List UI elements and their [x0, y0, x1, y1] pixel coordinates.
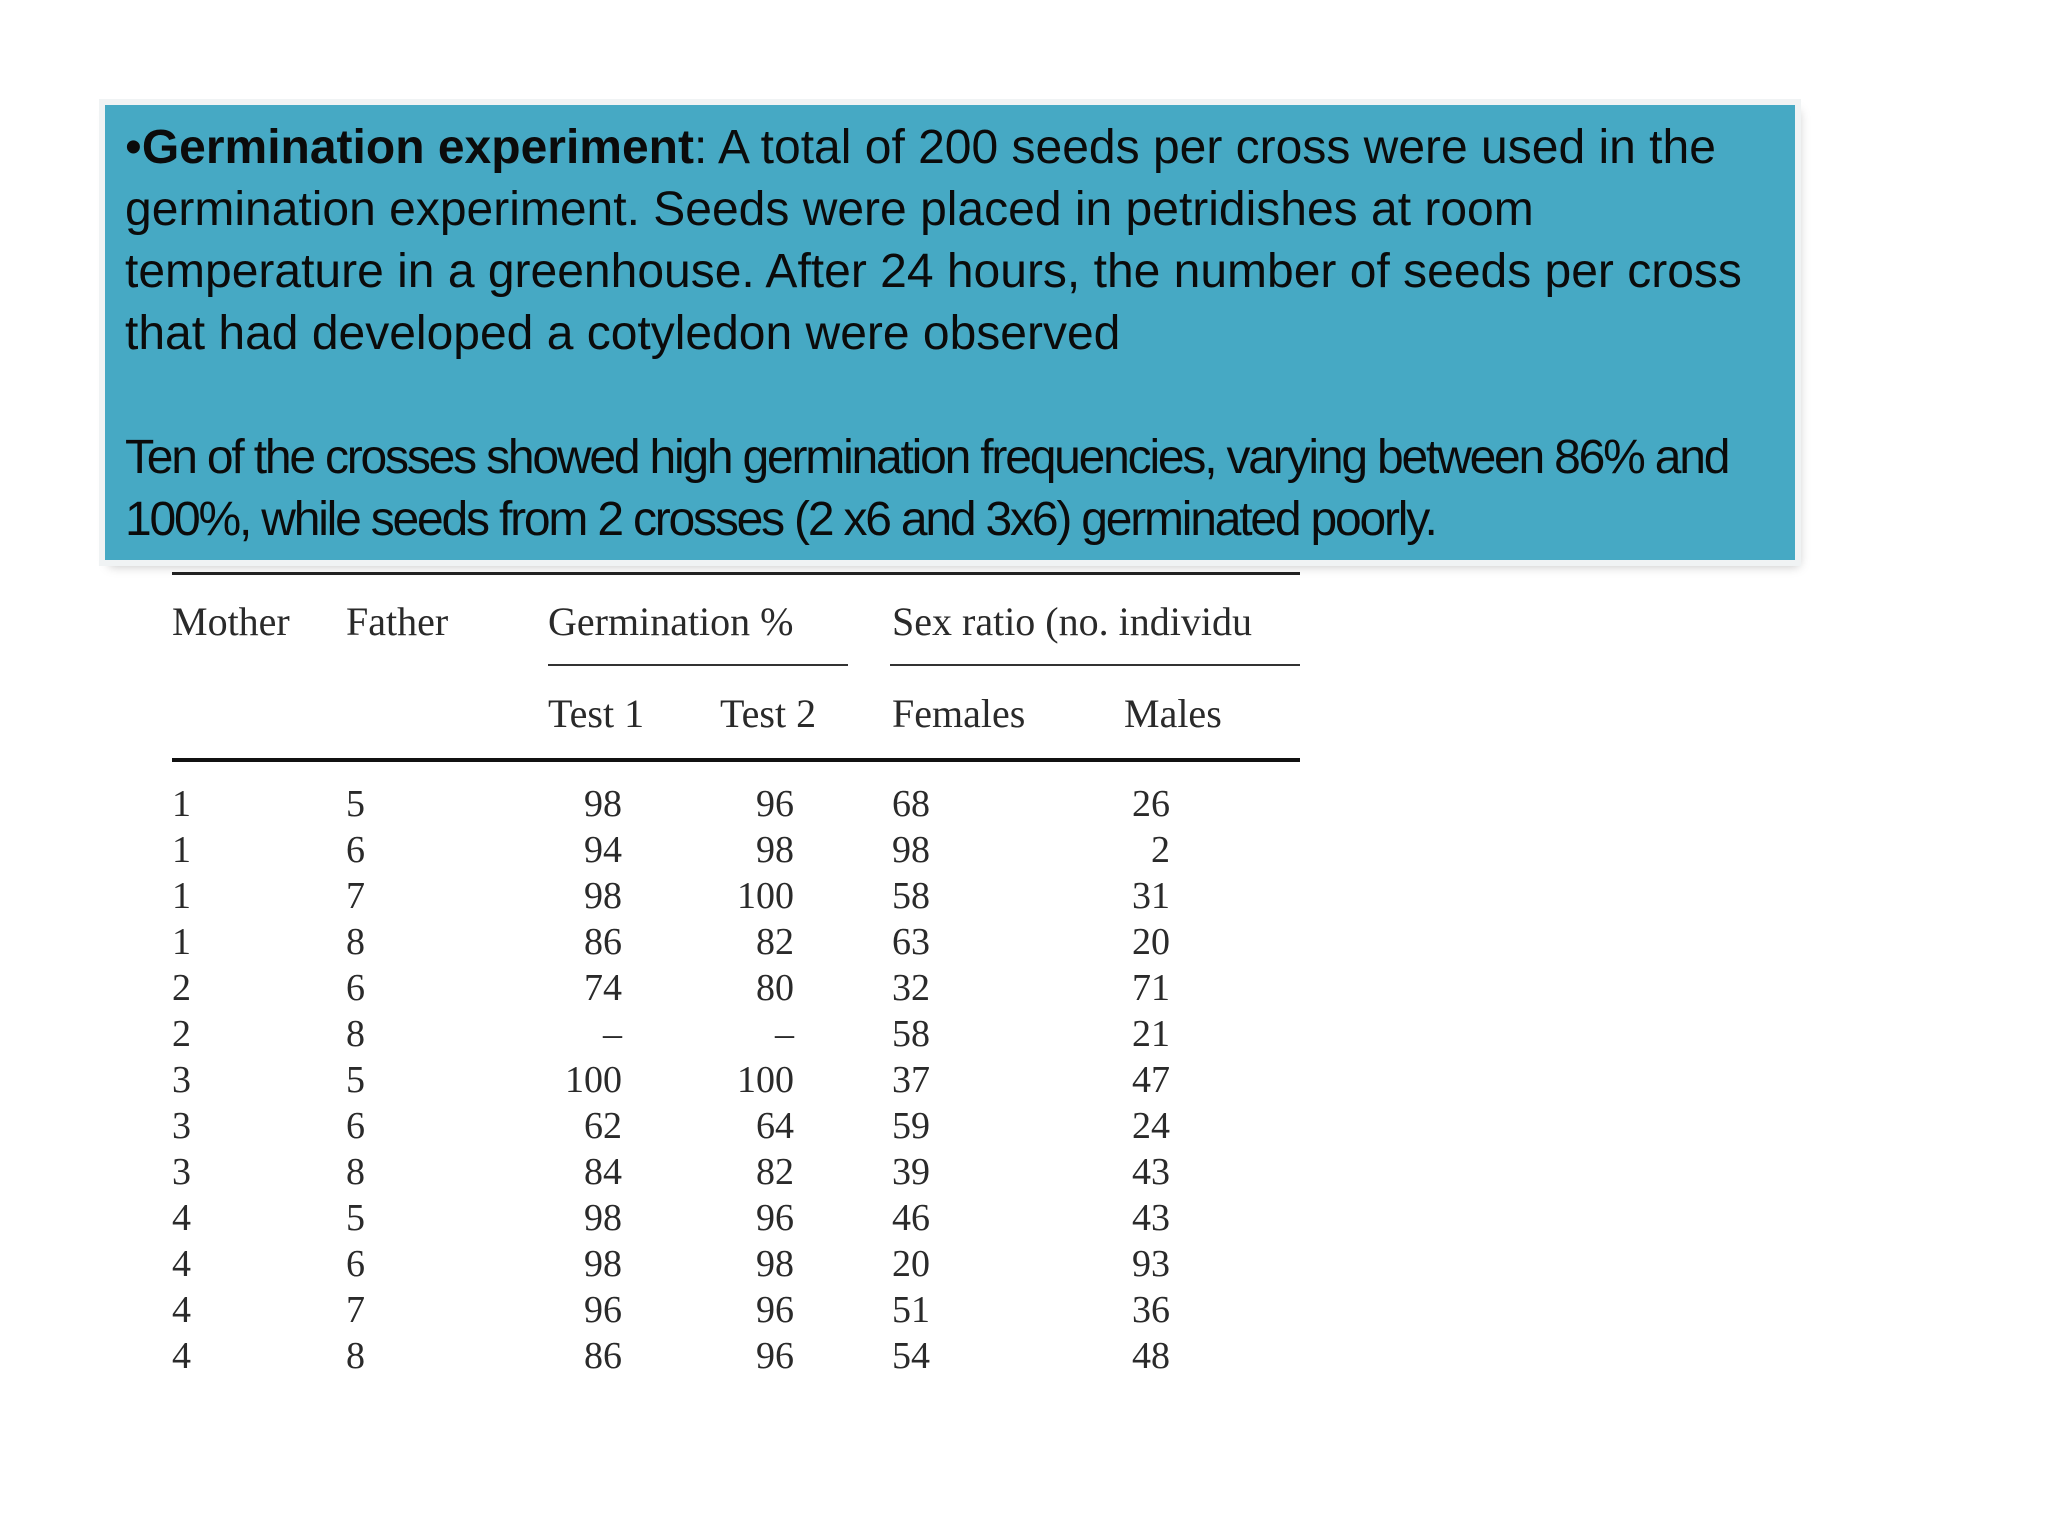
header-father: Father [346, 599, 449, 644]
header-mother: Mother [172, 599, 290, 644]
males-cell: 93 [1132, 1243, 1170, 1285]
mother-cell: 1 [172, 829, 191, 871]
mother-cell: 3 [172, 1059, 191, 1101]
test1-cell: 98 [584, 1197, 622, 1239]
bullet: • [125, 121, 142, 174]
test2-cell: 80 [756, 967, 794, 1009]
mother-cell: 4 [172, 1289, 191, 1331]
males-cell: 2 [1151, 829, 1170, 871]
test2-cell: 96 [756, 1335, 794, 1377]
males-cell: 36 [1132, 1289, 1170, 1331]
mother-cell: 4 [172, 1243, 191, 1285]
test2-cell: 100 [737, 875, 794, 917]
mother-cell: 2 [172, 1013, 191, 1055]
females-cell: 51 [892, 1289, 930, 1331]
females-cell: 59 [892, 1105, 930, 1147]
males-cell: 47 [1132, 1059, 1170, 1101]
test2-cell: 96 [756, 783, 794, 825]
test2-cell: 100 [737, 1059, 794, 1101]
females-cell: 32 [892, 967, 930, 1009]
males-cell: 21 [1132, 1013, 1170, 1055]
test1-cell: 94 [584, 829, 622, 871]
table-header-rule [172, 758, 1300, 762]
test2-cell: 98 [756, 829, 794, 871]
father-cell: 6 [346, 1105, 365, 1147]
test2-cell: 82 [756, 1151, 794, 1193]
mother-cell: 3 [172, 1105, 191, 1147]
father-cell: 8 [346, 1335, 365, 1377]
test2-cell: 82 [756, 921, 794, 963]
mother-cell: 1 [172, 875, 191, 917]
females-cell: 54 [892, 1335, 930, 1377]
test1-cell: 96 [584, 1289, 622, 1331]
description-textbox [105, 105, 1795, 560]
test2-cell: 98 [756, 1243, 794, 1285]
test1-cell: – [603, 1013, 622, 1055]
test1-cell: 98 [584, 1243, 622, 1285]
mother-cell: 1 [172, 921, 191, 963]
father-cell: 5 [346, 1059, 365, 1101]
table-top-rule [172, 572, 1300, 575]
test2-cell: 96 [756, 1289, 794, 1331]
test1-cell: 74 [584, 967, 622, 1009]
germination-span-rule [548, 664, 848, 666]
test1-cell: 84 [584, 1151, 622, 1193]
test1-cell: 98 [584, 875, 622, 917]
females-cell: 63 [892, 921, 930, 963]
test1-cell: 86 [584, 921, 622, 963]
experiment-heading: Germination experiment [141, 121, 694, 174]
males-cell: 43 [1132, 1197, 1170, 1239]
test1-cell: 62 [584, 1105, 622, 1147]
header-males: Males [1124, 691, 1222, 736]
females-cell: 39 [892, 1151, 930, 1193]
females-cell: 98 [892, 829, 930, 871]
test1-cell: 98 [584, 783, 622, 825]
father-cell: 6 [346, 1243, 365, 1285]
females-cell: 58 [892, 1013, 930, 1055]
males-cell: 24 [1132, 1105, 1170, 1147]
header-sex-ratio: Sex ratio (no. individu [892, 599, 1252, 644]
father-cell: 8 [346, 1151, 365, 1193]
females-cell: 37 [892, 1059, 930, 1101]
test2-cell: 64 [756, 1105, 794, 1147]
father-cell: 6 [346, 829, 365, 871]
germination-table [160, 560, 1300, 1390]
experiment-description [125, 117, 1775, 365]
males-cell: 26 [1132, 783, 1170, 825]
father-cell: 8 [346, 1013, 365, 1055]
males-cell: 31 [1132, 875, 1170, 917]
header-test1: Test 1 [548, 691, 645, 736]
males-cell: 20 [1132, 921, 1170, 963]
test1-cell: 100 [565, 1059, 622, 1101]
females-cell: 58 [892, 875, 930, 917]
father-cell: 7 [346, 875, 365, 917]
father-cell: 5 [346, 1197, 365, 1239]
experiment-finding: Ten of the crosses showed high germination frequencies, varying between 86% and 100%, while seeds from 2 crosses (2 x6 and 3x6) germinated poorly. [125, 431, 1729, 546]
mother-cell: 1 [172, 783, 191, 825]
header-females: Females [892, 691, 1026, 736]
sex-ratio-span-rule [890, 664, 1300, 666]
females-cell: 46 [892, 1197, 930, 1239]
father-cell: 5 [346, 783, 365, 825]
header-germination: Germination % [548, 599, 794, 644]
test2-cell: – [775, 1013, 794, 1055]
experiment-intro: : A total of 200 seeds per cross were used in the germination experiment. Seeds were placed in petridishes at room temperature in a greenhouse. After 24 hours, the number of seeds per cross that had developed a cotyledon were observed [125, 121, 1742, 360]
males-cell: 71 [1132, 967, 1170, 1009]
header-test2: Test 2 [720, 691, 817, 736]
mother-cell: 2 [172, 967, 191, 1009]
females-cell: 20 [892, 1243, 930, 1285]
test1-cell: 86 [584, 1335, 622, 1377]
females-cell: 68 [892, 783, 930, 825]
test2-cell: 96 [756, 1197, 794, 1239]
father-cell: 6 [346, 967, 365, 1009]
males-cell: 48 [1132, 1335, 1170, 1377]
father-cell: 8 [346, 921, 365, 963]
mother-cell: 4 [172, 1335, 191, 1377]
males-cell: 43 [1132, 1151, 1170, 1193]
mother-cell: 4 [172, 1197, 191, 1239]
mother-cell: 3 [172, 1151, 191, 1193]
father-cell: 7 [346, 1289, 365, 1331]
